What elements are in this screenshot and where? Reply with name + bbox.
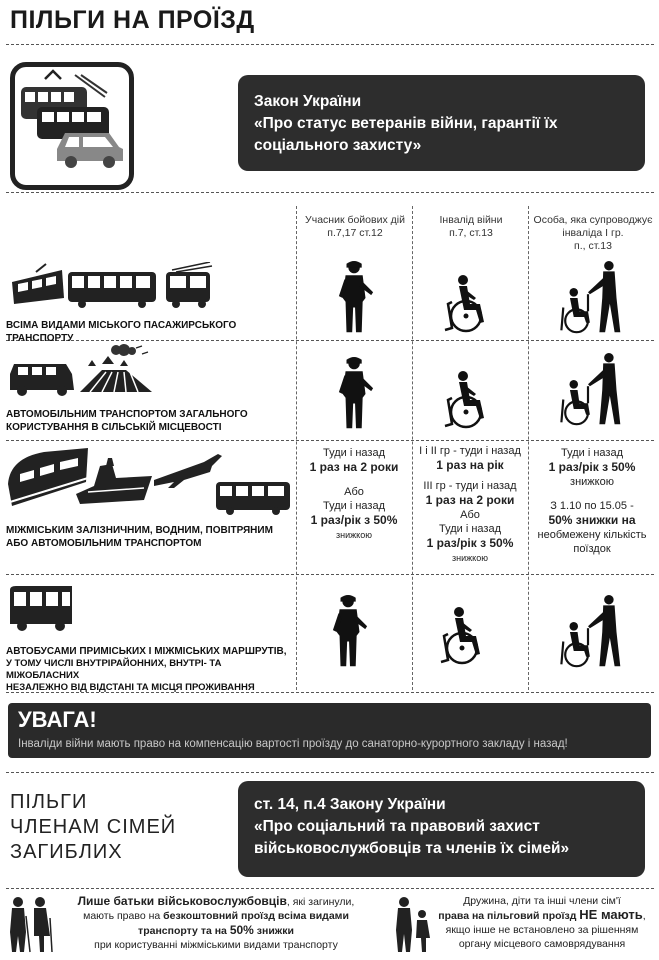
tram-bus-trolleybus-icon <box>6 262 216 312</box>
row-divider <box>6 440 654 441</box>
family-law-line2: «Про соціальний та правовий захист <box>254 818 540 835</box>
row-label-intercity-transport: МІЖМІСЬКИМ ЗАЛІЗНИЧНИМ, ВОДНИМ, ПОВІТРЯНИМ АБО АВТОМОБІЛЬНИМ ТРАНСПОРТОМ <box>6 525 273 549</box>
column-header-companion: Особа, яка супроводжує інваліда I гр. п., ст.13 <box>533 214 653 252</box>
family-benefits-title: ПІЛЬГИ ЧЛЕНАМ СІМЕЙ ЗАГИБЛИХ <box>10 791 177 863</box>
soldier-icon <box>336 356 376 432</box>
family-members-note: Дружина, діти та інші члени сім'ї права на пільговий проїзд НЕ мають, якщо інше не встановлено за рішенням органу місцевого самоврядування <box>438 895 646 950</box>
column-divider <box>296 206 297 690</box>
family-law-line1: ст. 14, п.4 Закону України <box>254 796 446 813</box>
wheelchair-icon <box>436 370 496 430</box>
transport-icon-box <box>10 62 134 190</box>
soldier-icon <box>330 594 370 670</box>
column-header-war-invalid: Інвалід війни п.7, ст.13 <box>439 214 503 239</box>
law-banner-line1: Закон України <box>254 93 362 110</box>
divider <box>6 772 654 773</box>
page-title: ПІЛЬГИ НА ПРОЇЗД <box>10 6 255 34</box>
row-label-suburban-buses: АВТОБУСАМИ ПРИМІСЬКИХ І МІЖМІСЬКИХ МАРШРУТІВ, У ТОМУ ЧИСЛІ ВНУТРІРАЙОННИХ, ВНУТРІ- ТА МІЖОБЛАСНИХ НЕЗАЛЕЖНО ВІД ВІДСТАНІ ТА МІСЦЯ ПРОЖИВАННЯ <box>6 646 287 693</box>
warning-title: УВАГА! <box>18 707 97 732</box>
elderly-parents-icon <box>6 896 54 954</box>
law-banner-line3: соціального захисту» <box>254 137 422 154</box>
companion-pushing-wheelchair-icon <box>548 352 628 428</box>
family-law-banner <box>238 781 645 877</box>
family-icon <box>394 896 434 954</box>
law-banner <box>238 75 645 171</box>
parents-benefit-note: Лише батьки військовослужбовців, які загинули, мають право на безкоштовний проїзд всіма видами транспорту та на 50% знижки при користуванні міжміськими видами транспорту <box>77 894 355 951</box>
wheelchair-icon <box>436 274 496 334</box>
column-divider <box>412 206 413 690</box>
minibus-fields-village-icon <box>6 344 156 400</box>
divider <box>6 192 654 193</box>
law-banner-line2: «Про статус ветеранів війни, гарантії їх <box>254 115 558 132</box>
warning-text: Інваліди війни мають право на компенсацію вартості проїзду до санаторно-курортного закладу і назад! <box>18 738 568 750</box>
train-ship-plane-bus-icon <box>4 444 292 516</box>
wheelchair-icon <box>432 606 492 666</box>
row-divider <box>6 574 654 575</box>
intercity-war-invalid-cell: I і II гр - туди і назад 1 раз на рік III гр - туди і назад 1 раз на 2 роки Або Туди і назад 1 раз/рік з 50% знижкою <box>419 445 521 563</box>
companion-pushing-wheelchair-icon <box>548 594 628 670</box>
soldier-icon <box>336 260 376 336</box>
column-divider <box>528 206 529 690</box>
family-law-line3: військовослужбовців та членів їх сімей» <box>254 840 570 857</box>
row-label-rural-transport: АВТОМОБІЛЬНИМ ТРАНСПОРТОМ ЗАГАЛЬНОГО КОРИСТУВАННЯ В СІЛЬСЬКІЙ МІСЦЕВОСТІ <box>6 409 248 433</box>
column-header-combatant: Учасник бойових дій п.7,17 ст.12 <box>305 214 405 239</box>
row-label-city-transport: ВСІМА ВИДАМИ МІСЬКОГО ПАСАЖИРСЬКОГО ТРАНСПОРТУ <box>6 320 237 344</box>
intercity-companion-cell: Туди і назад 1 раз/рік з 50% знижкою З 1.10 по 15.05 - 50% знижки на необмежену кількість поїздок <box>537 447 647 555</box>
intercity-combatant-cell: Туди і назад 1 раз на 2 роки Або Туди і назад 1 раз/рік з 50% знижкою <box>309 447 399 540</box>
companion-pushing-wheelchair-icon <box>548 260 628 336</box>
tram-trolleybus-car-icon <box>15 67 129 185</box>
divider <box>6 888 654 889</box>
bus-icon <box>6 584 76 632</box>
divider <box>6 44 654 45</box>
